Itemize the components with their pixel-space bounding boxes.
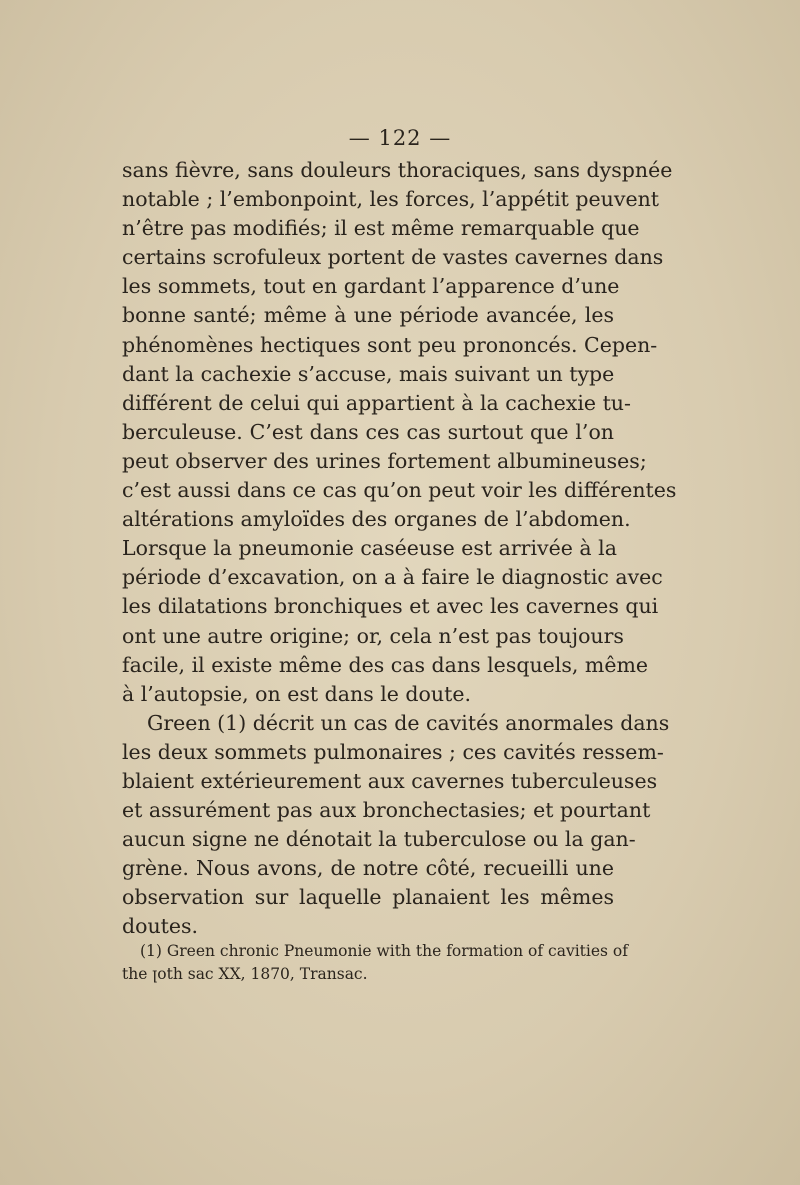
paragraph-2	[122, 709, 670, 942]
text-line: c’est aussi dans ce cas qu’on peut voir les différentes	[122, 478, 677, 503]
text-line: berculeuse. C’est dans ces cas surtout que l’on	[122, 419, 614, 444]
text-line: doutes.	[122, 914, 199, 939]
text-line: altérations amyloïdes des organes de l’abdomen.	[122, 507, 631, 532]
text-line: grène. Nous avons, de notre côté, recueilli une	[122, 856, 614, 881]
text-line: Green (1) décrit un cas de cavités anormales dans	[147, 710, 670, 735]
text-line: les deux sommets pulmonaires ; ces cavités ressem-	[122, 739, 664, 764]
text-line: Lorsque la pneumonie caséeuse est arrivée à la	[122, 536, 617, 561]
footnote-line: (1) Green chronic Pneumonie with the formation of cavities of	[140, 942, 628, 960]
text-line: facile, il existe même des cas dans lesquels, même	[122, 652, 649, 677]
footnote	[122, 940, 627, 986]
text-line: observation sur laquelle planaient les mêmes	[122, 885, 614, 910]
text-line: certains scrofuleux portent de vastes cavernes dans	[122, 245, 664, 270]
page-number: — 122 —	[348, 126, 452, 150]
text-line: aucun signe ne dénotait la tuberculose ou la gan-	[122, 827, 636, 852]
footnote-line: the ꞁoth sac XX, 1870, Transac.	[122, 965, 368, 983]
body-text	[122, 156, 677, 942]
text-line: n’être pas modifiés; il est même remarquable que	[122, 216, 640, 241]
text-line: les dilatations bronchiques et avec les cavernes qui	[122, 594, 659, 619]
text-line: à l’autopsie, on est dans le doute.	[122, 681, 471, 706]
text-line: et assurément pas aux bronchectasies; et pourtant	[122, 798, 651, 823]
text-line: différent de celui qui appartient à la cachexie tu-	[122, 390, 631, 415]
text-line: dant la cachexie s’accuse, mais suivant un type	[122, 361, 615, 386]
text-line: phénomènes hectiques sont peu prononcés. Cepen-	[122, 332, 658, 357]
text-line: ont une autre origine; or, cela n’est pas toujours	[122, 623, 624, 648]
text-line: sans fièvre, sans douleurs thoraciques, sans dyspnée	[122, 158, 673, 182]
text-line: les sommets, tout en gardant l’apparence d’une	[122, 274, 620, 299]
text-line: notable ; l’embonpoint, les forces, l’appétit peuvent	[122, 187, 660, 212]
text-line: période d’excavation, on a à faire le diagnostic avec	[122, 565, 663, 590]
text-line: peut observer des urines fortement albumineuses;	[122, 448, 647, 473]
text-line: bonne santé; même à une période avancée, les	[122, 303, 614, 328]
paragraph-1	[122, 156, 677, 709]
text-line: blaient extérieurement aux cavernes tuberculeuses	[122, 768, 658, 793]
